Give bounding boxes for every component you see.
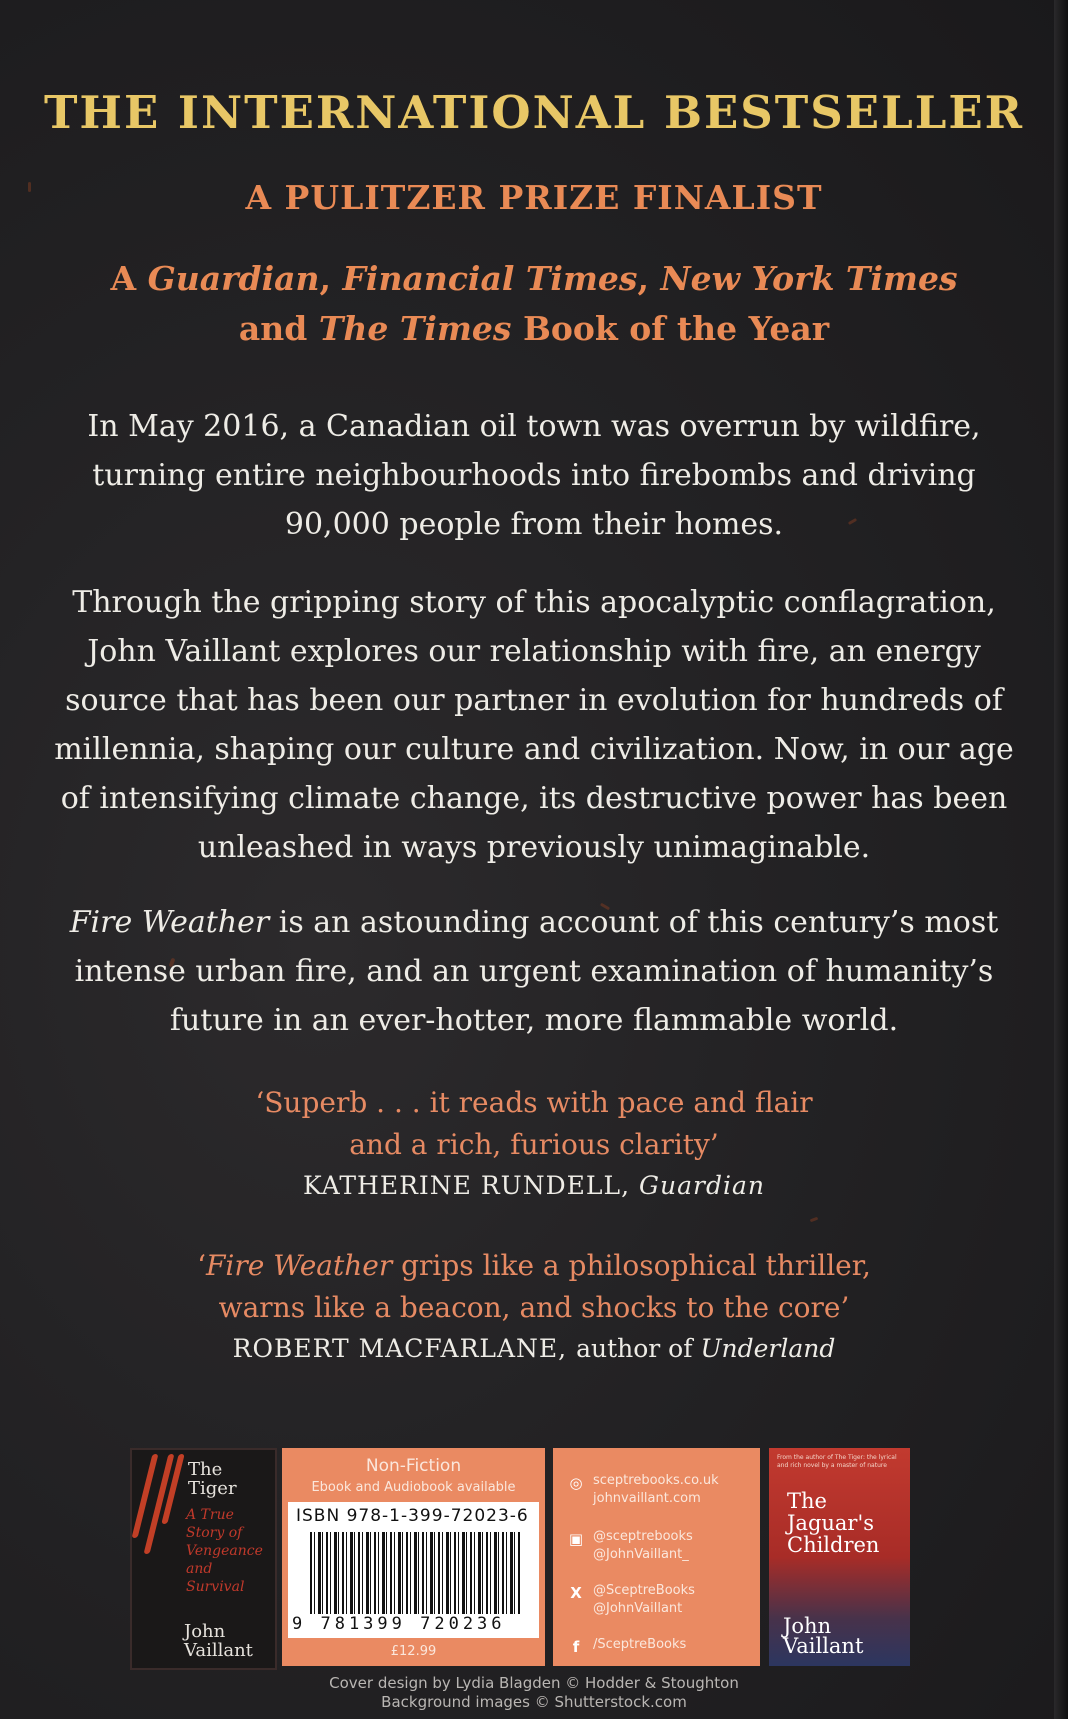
instagram-links bbox=[593, 1528, 769, 1564]
accolade-prefix: A bbox=[110, 259, 148, 298]
paragraph-text: is an astounding account of this century’s most bbox=[269, 905, 999, 940]
x-handle[interactable]: @SceptreBooks bbox=[593, 1583, 695, 1598]
price-label: £12.99 bbox=[390, 1644, 437, 1659]
jaguar-author bbox=[783, 1616, 863, 1656]
accolade-publication: New York Times bbox=[660, 259, 958, 298]
barcode-panel bbox=[282, 1448, 545, 1666]
paragraph-line bbox=[40, 898, 1028, 947]
paragraph-intro bbox=[40, 402, 1028, 549]
x-handle[interactable]: @JohnVaillant bbox=[593, 1601, 683, 1616]
accolade-publication: The Times bbox=[318, 309, 512, 348]
tiger-author-line: Vaillant bbox=[184, 1640, 253, 1661]
quote-author: ROBERT MACFARLANE, bbox=[232, 1334, 577, 1363]
quote-line bbox=[40, 1245, 1028, 1287]
x-icon: X bbox=[570, 1584, 582, 1602]
cover-credits bbox=[40, 1674, 1028, 1712]
quote-author: KATHERINE RUNDELL, bbox=[303, 1171, 640, 1200]
accolade bbox=[40, 254, 1028, 354]
quote-source: Guardian bbox=[639, 1171, 765, 1200]
instagram-handle[interactable]: @JohnVaillant_ bbox=[593, 1547, 689, 1562]
quote-macfarlane bbox=[40, 1245, 1028, 1369]
accolade-separator: , bbox=[637, 259, 661, 298]
instagram-icon: ▣ bbox=[568, 1530, 584, 1548]
book-title: Fire Weather bbox=[205, 1249, 393, 1282]
availability-label: Ebook and Audiobook available bbox=[311, 1480, 516, 1495]
barcode-area bbox=[288, 1502, 539, 1638]
globe-icon: ◎ bbox=[569, 1474, 583, 1492]
credit-line: Background images © Shutterstock.com bbox=[381, 1693, 687, 1711]
accolade-mid: and bbox=[238, 309, 319, 348]
accolade-publication: Financial Times bbox=[342, 259, 638, 298]
jaguar-title-line: The bbox=[787, 1489, 827, 1513]
accolade-suffix: Book of the Year bbox=[511, 309, 830, 348]
accolade-publication: Guardian bbox=[147, 259, 320, 298]
quote-text: grips like a philosophical thriller, bbox=[392, 1249, 871, 1282]
tiger-subtitle-line: Vengeance bbox=[186, 1543, 263, 1559]
quote-line: warns like a beacon, and shocks to the core’ bbox=[218, 1291, 850, 1324]
tiger-subtitle bbox=[186, 1506, 263, 1596]
facebook-links bbox=[593, 1636, 769, 1654]
barcode-bars bbox=[310, 1532, 520, 1618]
ember-mark bbox=[28, 182, 31, 192]
social-panel bbox=[553, 1448, 760, 1666]
web-link[interactable]: sceptrebooks.co.uk bbox=[593, 1473, 719, 1488]
paragraph-line: John Vaillant explores our relationship with fire, an energy bbox=[87, 634, 981, 669]
jaguar-title-line: Children bbox=[787, 1533, 880, 1557]
isbn-label: ISBN 978-1-399-72023-6 bbox=[296, 1506, 529, 1526]
paragraph-summary bbox=[40, 898, 1028, 1045]
jaguar-author-line: John bbox=[783, 1614, 832, 1638]
jaguar-blurb: From the author of The Tiger: the lyrical and rich novel by a master of nature bbox=[777, 1454, 897, 1469]
paragraph-line: future in an ever-hotter, more flammable world. bbox=[169, 1003, 899, 1038]
facebook-icon: f bbox=[572, 1638, 580, 1656]
web-links bbox=[593, 1472, 769, 1508]
accolade-separator: , bbox=[319, 259, 343, 298]
facebook-handle[interactable]: /SceptreBooks bbox=[593, 1637, 687, 1652]
paragraph-line: of intensifying climate change, its destructive power has been bbox=[60, 781, 1008, 816]
quote-line: ‘Superb . . . it reads with pace and flair bbox=[255, 1086, 813, 1119]
tiger-title-line: The bbox=[188, 1459, 223, 1480]
tiger-book-thumbnail bbox=[130, 1448, 277, 1670]
quote-attribution bbox=[40, 1329, 1028, 1369]
quote-by: author of bbox=[576, 1334, 701, 1363]
headline: THE INTERNATIONAL BESTSELLER bbox=[43, 86, 1025, 139]
book-title: Fire Weather bbox=[69, 905, 270, 940]
credit-line: Cover design by Lydia Blagden © Hodder & Stoughton bbox=[329, 1674, 739, 1692]
paragraph-line: turning entire neighbourhoods into firebombs and driving bbox=[92, 458, 976, 493]
tiger-author bbox=[184, 1622, 253, 1660]
tiger-title bbox=[188, 1460, 237, 1498]
subheadline: A PULITZER PRIZE FINALIST bbox=[245, 178, 823, 217]
quote-rundell bbox=[40, 1082, 1028, 1206]
x-links bbox=[593, 1582, 769, 1618]
quote-source: Underland bbox=[700, 1334, 836, 1363]
paragraph-line: In May 2016, a Canadian oil town was overrun by wildfire, bbox=[87, 409, 981, 444]
instagram-handle[interactable]: @sceptrebooks bbox=[593, 1529, 693, 1544]
paragraph-line: intense urban fire, and an urgent examination of humanity’s bbox=[74, 954, 994, 989]
tiger-subtitle-line: A True bbox=[186, 1507, 234, 1523]
quote-line: and a rich, furious clarity’ bbox=[349, 1128, 719, 1161]
paragraph-line: source that has been our partner in evolution for hundreds of bbox=[65, 683, 1003, 718]
cover-edge bbox=[1054, 0, 1068, 1719]
jaguar-title-line: Jaguar's bbox=[787, 1511, 875, 1535]
barcode-digits: 9 781399 720236 bbox=[292, 1614, 536, 1634]
tiger-author-line: John bbox=[184, 1621, 226, 1642]
paragraph-line: Through the gripping story of this apocalyptic conflagration, bbox=[72, 585, 996, 620]
paragraph-line: 90,000 people from their homes. bbox=[284, 507, 784, 542]
tiger-subtitle-line: Story of bbox=[186, 1525, 243, 1541]
jaguar-book-thumbnail bbox=[769, 1448, 910, 1666]
category-label: Non-Fiction bbox=[365, 1456, 462, 1476]
tiger-subtitle-line: and bbox=[186, 1561, 213, 1577]
paragraph-line: millennia, shaping our culture and civilization. Now, in our age bbox=[54, 732, 1014, 767]
jaguar-title bbox=[787, 1490, 879, 1556]
tiger-title-line: Tiger bbox=[188, 1478, 237, 1499]
jaguar-author-line: Vaillant bbox=[783, 1634, 864, 1658]
quote-open: ‘ bbox=[197, 1249, 206, 1282]
tiger-subtitle-line: Survival bbox=[186, 1579, 245, 1595]
web-link[interactable]: johnvaillant.com bbox=[593, 1491, 701, 1506]
paragraph-story bbox=[40, 578, 1028, 872]
quote-attribution bbox=[40, 1166, 1028, 1206]
paragraph-line: unleashed in ways previously unimaginable. bbox=[197, 830, 871, 865]
ember-mark bbox=[810, 1217, 819, 1223]
